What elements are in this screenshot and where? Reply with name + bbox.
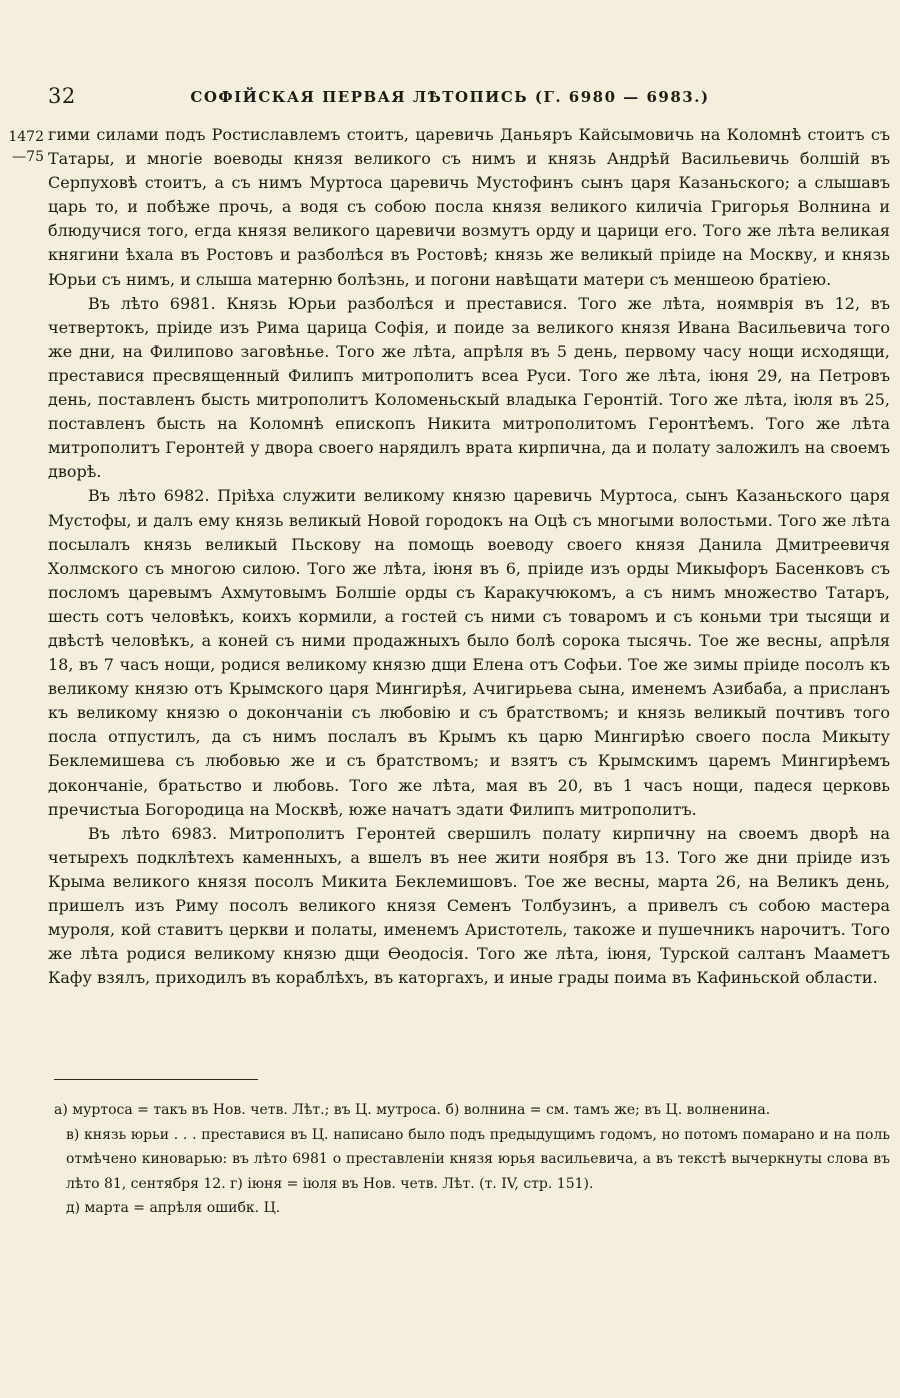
- running-title: СОФІЙСКАЯ ПЕРВАЯ ЛѢТОПИСЬ (Г. 6980 — 6983.): [190, 88, 710, 106]
- margin-year-to: —75: [12, 149, 44, 165]
- page-header: [48, 84, 852, 114]
- paragraph-continuation: гими силами подъ Ростиславлемъ стоитъ, царевичь Даньяръ Кайсымовичь на Коломнѣ стоитъ съ Татары, и многіе воеводы князя великого съ нимъ и князь Андрѣй Васильевичь болшій въ Серпуховѣ стоитъ, а съ нимъ Муртоса царевичь Мустофинъ сынъ царя Казаньского; а слышавъ царь то, и побѣже прочь, а водя съ собою посла князя великого киличіа Григорья Волнина и блюдучися того, егда князя великого царевичи возмутъ орду и царици его. Того же лѣта великая княгини ѣхала въ Ростовъ и разболѣся въ Ростовѣ; князь же великый пріиде на Москву, и князь Юрьи съ нимъ, и слыша матерню болѣзнь, и погони навѣщати матери съ меншеою братіею.: [48, 125, 890, 289]
- paragraph-year-6982: Въ лѣто 6982. Пріѣха служити великому князю царевичь Муртоса, сынъ Казаньского царя Мустофы, и далъ ему князь великый Новой городокъ на Оцѣ съ многыми волостьми. Того же лѣта посылалъ князь великый Пьскову на помощь воеводу своего князя Данила Дмитреевичя Холмского съ многою силою. Того же лѣта, іюня въ 6, пріиде изъ орды Микыфоръ Басенковъ съ посломъ царевымъ Ахмутовымъ Болшіе орды съ Каракучюкомъ, а съ нимъ множество Татаръ, шесть сотъ человѣкъ, коихъ кормили, а гостей съ ними съ товаромъ и съ коньми три тысящи и двѣстѣ человѣкъ, а коней съ ними продажныхъ было болѣ сорока тысячь. Тое же весны, апрѣля 18, въ 7 часъ нощи, родися великому князю дщи Елена отъ Софьи. Тое же зимы пріиде посолъ къ великому князю отъ Крымского царя Мингирѣя, Ачигирьева сына, именемъ Азибаба, а присланъ къ великому князю о докончаніи съ любовію и съ братствомъ; и князь великый почтивъ того посла отпустилъ, да съ нимъ послалъ въ Крымъ къ царю Мингирѣю своего посла Микыту Беклемишева съ любовью же и съ братствомъ; и взятъ съ Крымскимъ царемъ Мингирѣемъ докончаніе, братьство и любовь. Того же лѣта, мая въ 20, въ 1 часъ нощи, падеся церковь пречистыа Богородица на Москвѣ, юже начатъ здати Филипъ митрополитъ.: [48, 486, 890, 819]
- footnote-separator: [54, 1079, 258, 1080]
- footnotes: [54, 1098, 890, 1221]
- footnote-a-b: а) муртоса = такъ въ Нов. четв. Лѣт.; въ Ц. мутроса. б) волнина = см. тамъ же; въ Ц. волненина.: [54, 1102, 771, 1118]
- margin-year-range: [4, 127, 44, 167]
- footnote-v-g: в) князь юрьи . . . преставися въ Ц. написано было подъ предыдущимъ годомъ, но потомъ помарано и на поль отмѣчено киноварью: въ лѣто 6981 о преставленіи князя юрья васильевича, а въ текстѣ вычеркнуты слова въ лѣто 81, сентября 12. г) іюня = іюля въ Нов. четв. Лѣт. (т. IV, стр. 151).: [66, 1126, 890, 1192]
- margin-year-from: 1472: [8, 129, 44, 145]
- page-number: 32: [48, 84, 76, 108]
- paragraph-year-6981: Въ лѣто 6981. Князь Юрьи разболѣся и преставися. Того же лѣта, ноямврія въ 12, въ четвертокъ, пріиде изъ Рима царица Софія, и поиде за великого князя Ивана Васильевича того же дни, на Филипово заговѣнье. Того же лѣта, апрѣля въ 5 день, первому часу нощи исходящи, преставися пресвященный Филипъ митрополитъ всеа Руси. Того же лѣта, іюня 29, на Петровъ день, поставленъ бысть митрополитъ Коломеньскый владыка Геронтій. Того же лѣта, іюля въ 25, поставленъ бысть на Коломнѣ епископъ Никита митрополитомъ Геронтѣемъ. Того же лѣта митрополитъ Геронтей у двора своего нарядилъ врата кирпична, да и полату заложилъ на своемъ дворѣ.: [48, 293, 890, 482]
- footnote-d: д) марта = апрѣля ошибк. Ц.: [66, 1200, 281, 1216]
- chronicle-text: [48, 123, 890, 990]
- paragraph-year-6983: Въ лѣто 6983. Митрополитъ Геронтей свершилъ полату кирпичну на своемъ дворѣ на четырехъ подклѣтехъ каменныхъ, а вшелъ въ нее жити ноября въ 13. Того же дни пріиде изъ Крыма великого князя посолъ Микита Беклемишовъ. Тое же весны, марта 26, на Великъ день, пришелъ изъ Риму посолъ великого князя Семенъ Толбузинъ, а привелъ съ собою мастера муроля, кой ставитъ церкви и полаты, именемъ Аристотель, такоже и пушечникъ нарочитъ. Того же лѣта родися великому князю дщи Ѳеодосія. Того же лѣта, іюня, Турской салтанъ Мааметъ Кафу взялъ, приходилъ въ кораблѣхъ, въ каторгахъ, и иные грады поима въ Кафиньской области.: [48, 823, 890, 988]
